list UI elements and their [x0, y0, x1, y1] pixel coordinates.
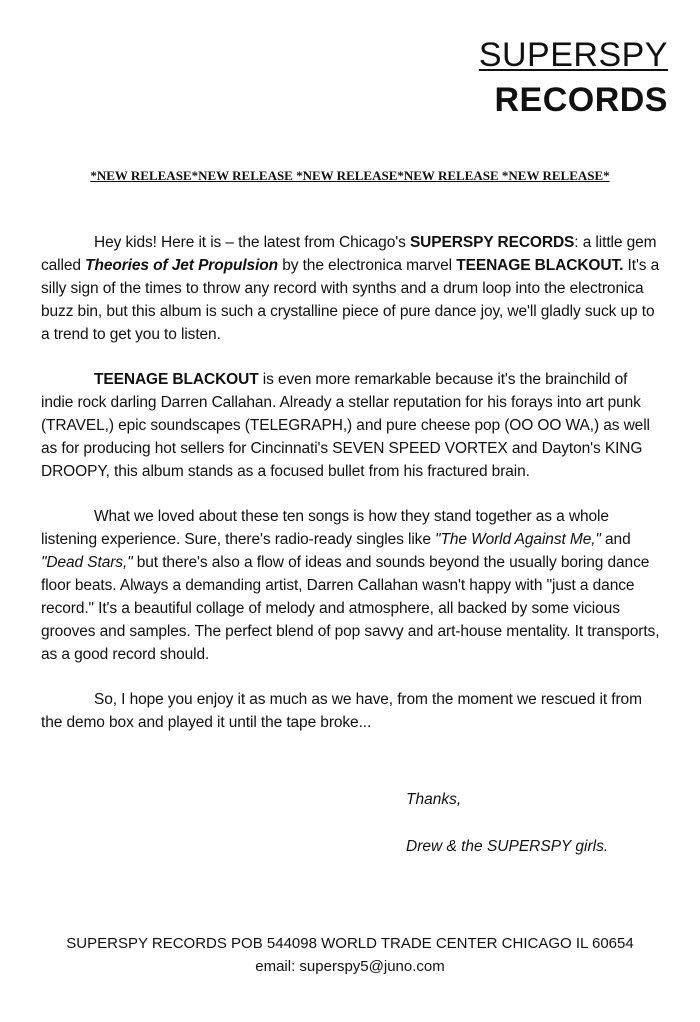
paragraph-3 [41, 505, 661, 666]
paragraph-2 [41, 368, 661, 483]
logo-superspy: SUPERSPY [478, 36, 668, 74]
p3-text-3: but there's also a flow of ideas and sounds beyond the usually boring dance floor beats. Always a demanding artist, Darren Callahan wasn't happy with "just a dance record." It's a beautiful collage of melody and atmosphere, all backed by some vicious grooves and samples. The perfect blend of pop savvy and art-house mentality. It transports, as a good record should. [41, 554, 660, 663]
signature: Drew & the SUPERSPY girls. [406, 838, 609, 855]
new-release-banner: *NEW RELEASE*NEW RELEASE *NEW RELEASE*NEW RELEASE *NEW RELEASE* [90, 168, 610, 183]
closing-thanks: Thanks, [406, 791, 462, 808]
paragraph-4 [41, 688, 661, 734]
paragraph-1 [41, 231, 661, 346]
letter-body [41, 231, 661, 756]
footer [0, 932, 700, 978]
label-name-bold: SUPERSPY RECORDS [409, 234, 575, 251]
p2-text-1: is even more remarkable because it's the brainchild of indie rock darling Darren Callahan. Already a stellar reputation for his forays into art punk (TRAVEL,) epic soundscapes (TELEGRAPH,) and pure cheese pop (OO OO WA,) as well as for producing hot sellers for Cincinnati's SEVEN SPEED VORTEX and Dayton's KING DROOPY, this album stands as a focused bullet from his fractured brain. [41, 371, 650, 480]
song-title-2: "Dead Stars," [41, 554, 133, 571]
footer-email: email: superspy5@juno.com [255, 958, 445, 975]
artist-name-bold: TEENAGE BLACKOUT [94, 371, 259, 388]
p1-text-3: by the electronica marvel [278, 257, 457, 274]
song-title-1: "The World Against Me," [435, 531, 601, 548]
p4-text-1: So, I hope you enjoy it as much as we have, from the moment we rescued it from the demo box and played it until the tape broke... [41, 691, 642, 731]
p1-text-1: Hey kids! Here it is – the latest from Chicago's [94, 234, 410, 251]
p3-text-1: What we loved about these ten songs is how they stand together as a whole listening experience. Sure, there's radio-ready singles like [41, 508, 609, 548]
logo-records: RECORDS [494, 81, 668, 119]
artist-name-bold: TEENAGE BLACKOUT. [456, 257, 624, 274]
p1-text-2: : a little gem called [41, 234, 657, 274]
album-title: Theories of Jet Propulsion [85, 257, 279, 274]
p3-text-2: and [600, 531, 631, 548]
footer-address: SUPERSPY RECORDS POB 544098 WORLD TRADE CENTER CHICAGO IL 60654 [66, 935, 634, 952]
p1-text-4: It's a silly sign of the times to throw any record with synths and a drum loop into the electronica buzz bin, but this album is such a crystalline piece of pure dance joy, we'll gladly suck up to a trend to get you to listen. [41, 257, 660, 343]
